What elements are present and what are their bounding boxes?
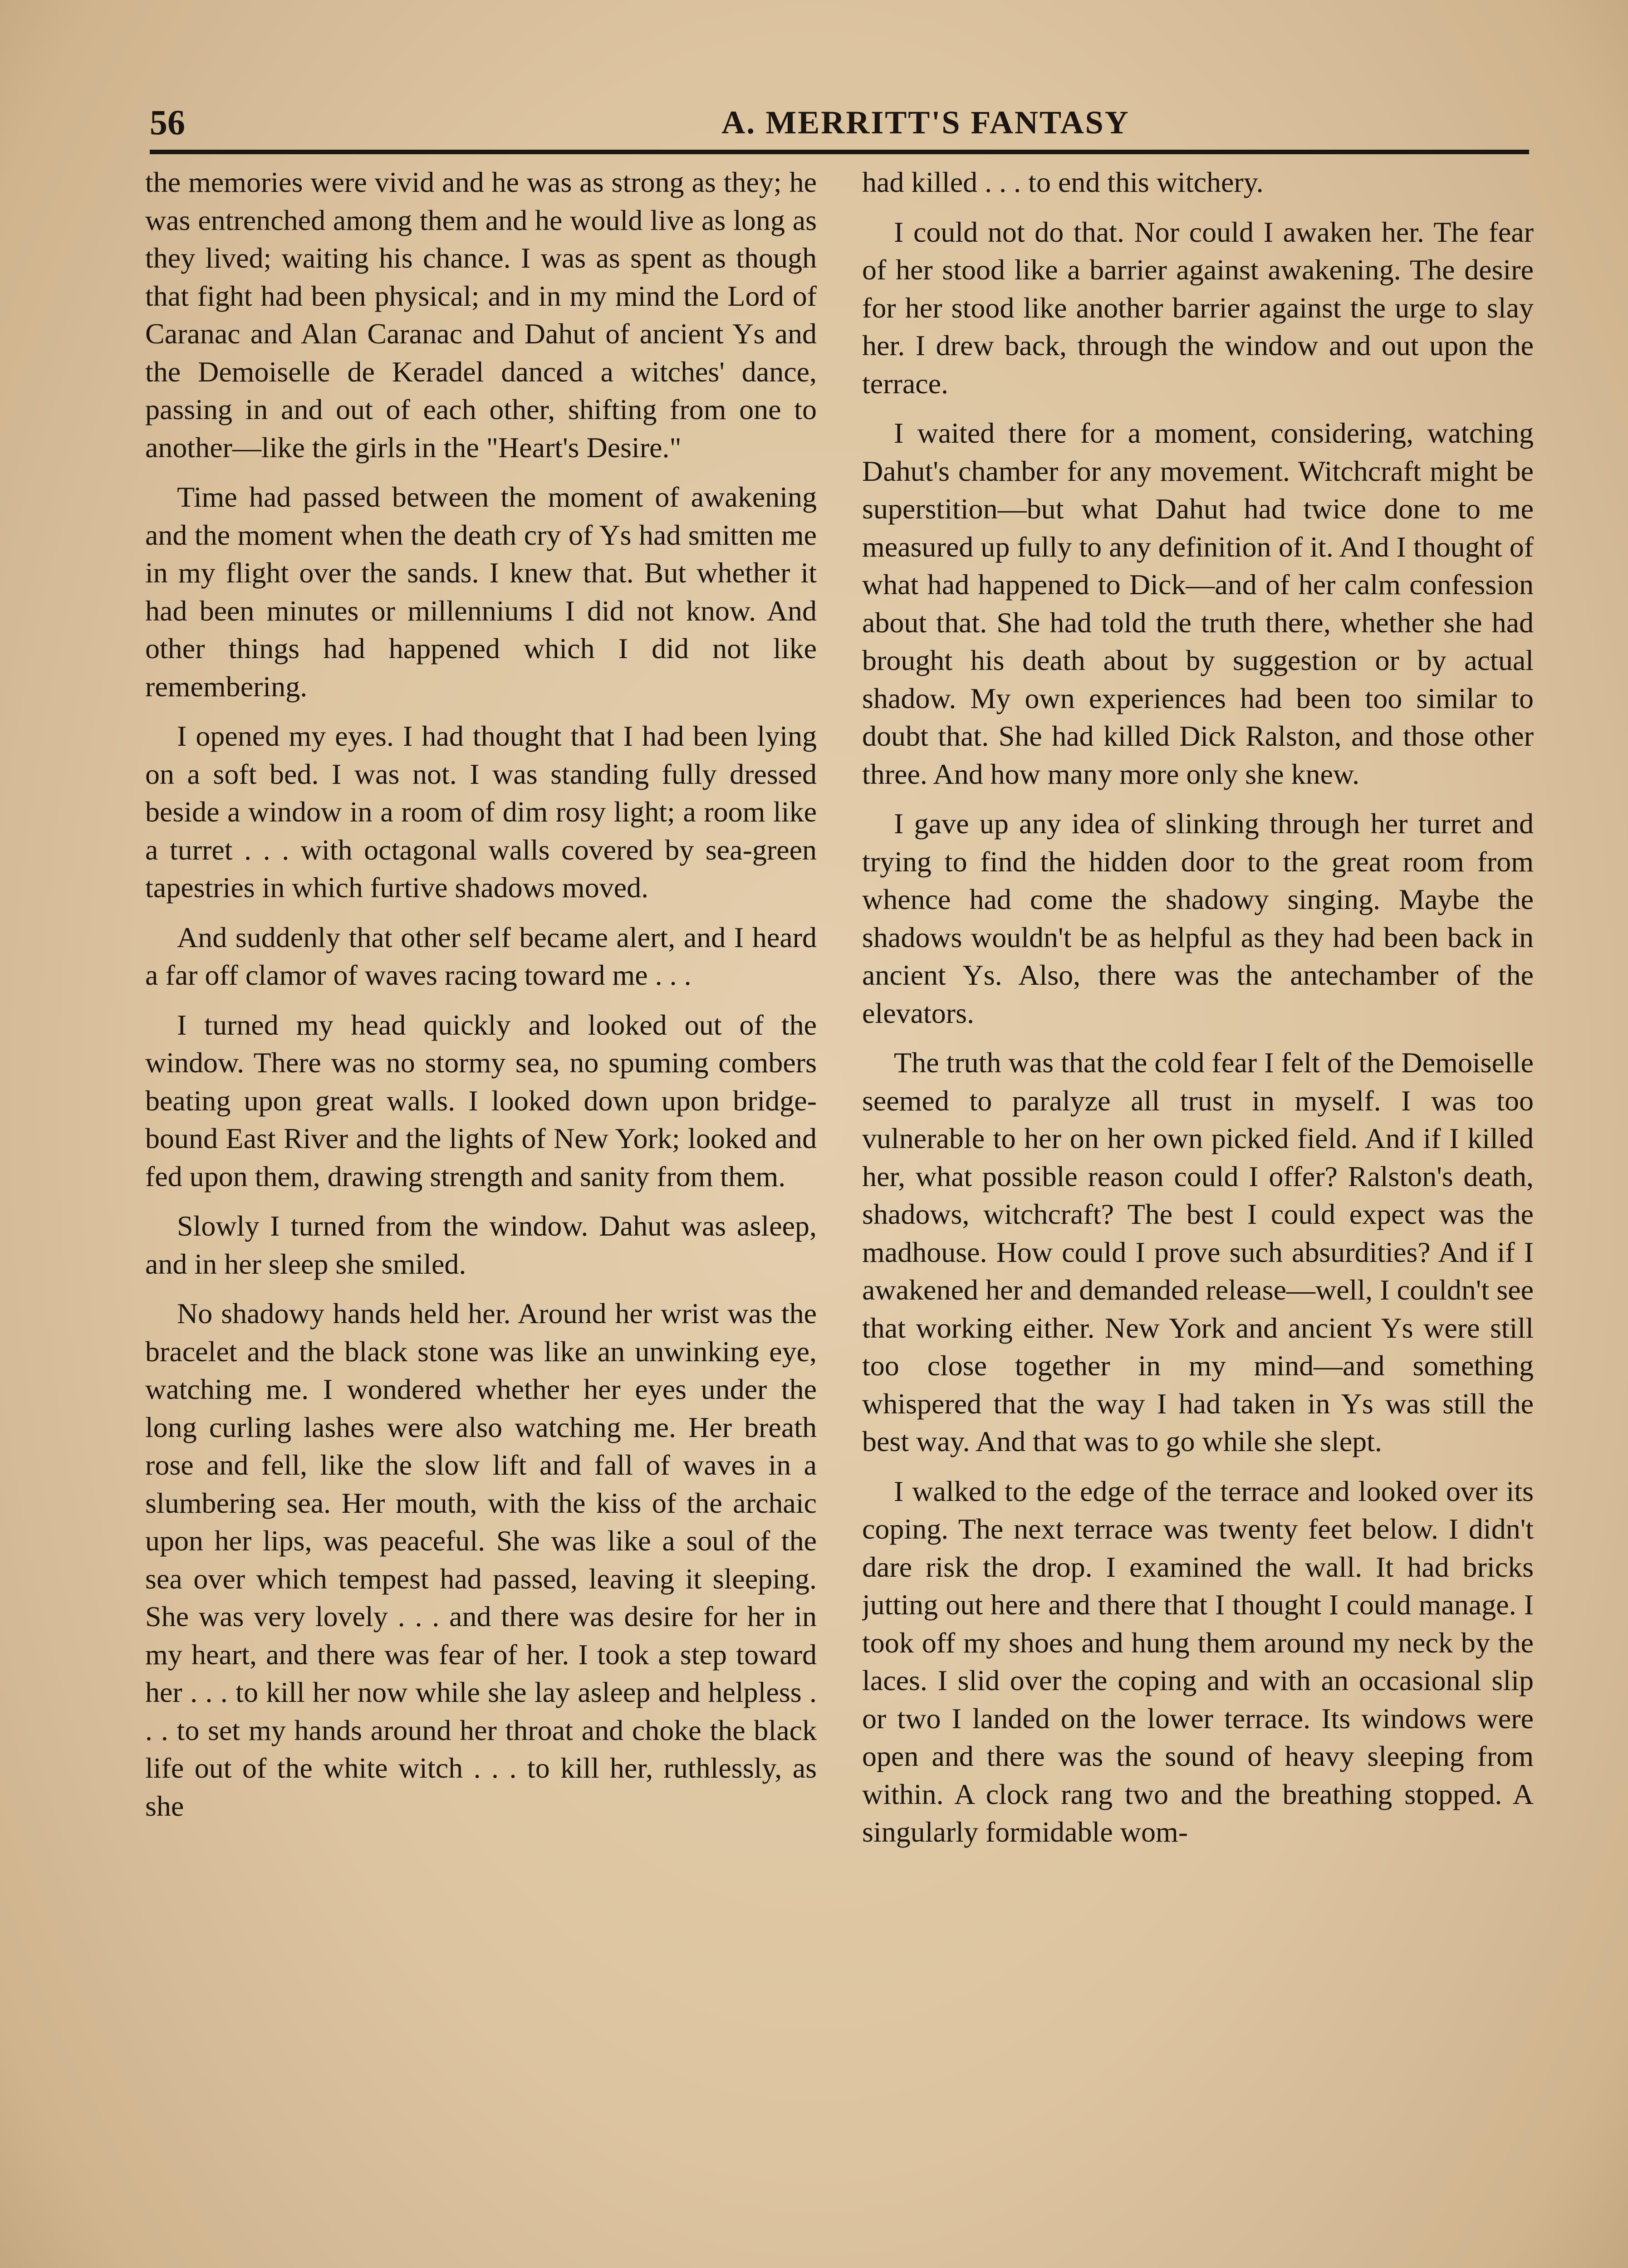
paragraph: No shadowy hands held her. Around her wrist was the bracelet and the black stone was like an unwinking eye, watching me. I wondered whether her eyes under the long curling lashes were also watching me. Her breath rose and fell, like the slow lift and fall of waves in a slumbering sea. Her mouth, with the kiss of the archaic upon her lips, was peaceful. She was like a soul of the sea over which tempest had passed, leaving it sleeping. She was very lovely . . . and there was desire for her in my heart, and there was fear of her. I took a step toward her . . . to kill her now while she lay asleep and helpless . . . to set my hands around her throat and choke the black life out of the white witch . . . to kill her, ruthlessly, as she [145, 1297, 817, 1822]
page-header [150, 95, 1529, 150]
paragraph: I could not do that. Nor could I awaken her. The fear of her stood like a barrier against awakening. The desire for her stood like another barrier against the urge to slay her. I drew back, through the window and out upon the terrace. [862, 215, 1534, 400]
paragraph: Time had passed between the moment of awakening and the moment when the death cry of Ys had smitten me in my flight over the sands. I knew that. But whether it had been minutes or millenniums I did not know. And other things had happened which I did not like remembering. [145, 481, 817, 703]
paragraph: I walked to the edge of the terrace and looked over its coping. The next terrace was twenty feet below. I didn't dare risk the drop. I examined the wall. It had bricks jutting out here and there that I thought I could manage. I took off my shoes and hung them around my neck by the laces. I slid over the coping and with an occasional slip or two I landed on the lower terrace. Its windows were open and there was the sound of heavy sleeping from within. A clock rang two and the breathing stopped. A singularly formidable wom- [862, 1475, 1534, 1848]
header-rule [150, 150, 1529, 154]
paragraph: The truth was that the cold fear I felt of the Demoiselle seemed to paralyze all trust in myself. I was too vulnerable to her on her own picked field. And if I killed her, what possible reason could I offer? Ralston's death, shadows, witchcraft? The best I could expect was the madhouse. How could I prove such absurdities? And if I awakened her and demanded release—well, I couldn't see that working either. New York and ancient Ys were still too close together in my mind—and something whispered that the way I had taken in Ys was still the best way. And that was to go while she slept. [862, 1046, 1534, 1457]
right-column [862, 163, 1534, 2268]
left-column [145, 163, 817, 2268]
paragraph: I opened my eyes. I had thought that I had been lying on a soft bed. I was not. I was standing fully dressed beside a window in a room of dim rosy light; a room like a turret . . . with octagonal walls covered by sea-green tapestries in which furtive shadows moved. [145, 720, 817, 904]
paragraph: And suddenly that other self became alert, and I heard a far off clamor of waves racing toward me . . . [145, 921, 817, 991]
page-number: 56 [150, 103, 185, 142]
paragraph: had killed . . . to end this witchery. [862, 166, 1264, 198]
paragraph: I waited there for a moment, considering, watching Dahut's chamber for any movement. Witchcraft might be superstition—but what Dahut had twice done to me measured up fully to any definition of it. And I thought of what had happened to Dick—and of her calm confession about that. She had told the truth there, whether she had brought his death about by suggestion or by actual shadow. My own experiences had been too similar to doubt that. She had killed Dick Ralston, and those other three. And how many more only she knew. [862, 417, 1534, 790]
running-title: A. MERRITT'S FANTASY [721, 104, 1130, 141]
paragraph: I turned my head quickly and looked out of the window. There was no stormy sea, no spuming combers beating upon great walls. I looked down upon bridge-bound East River and the lights of New York; looked and fed upon them, drawing strength and sanity from them. [145, 1008, 817, 1193]
paragraph: I gave up any idea of slinking through her turret and trying to find the hidden door to the great room from whence had come the shadowy singing. Maybe the shadows wouldn't be as helpful as they had been back in ancient Ys. Also, there was the antechamber of the elevators. [862, 807, 1534, 1029]
paragraph: the memories were vivid and he was as strong as they; he was entrenched among them and he would live as long as they lived; waiting his chance. I was as spent as though that fight had been physical; and in my mind the Lord of Caranac and Alan Caranac and Dahut of ancient Ys and the Demoiselle de Keradel danced a witches' dance, passing in and out of each other, shifting from one to another—like the girls in the "Heart's Desire." [145, 166, 817, 464]
paragraph: Slowly I turned from the window. Dahut was asleep, and in her sleep she smiled. [145, 1210, 817, 1280]
text-columns [145, 163, 1534, 2268]
